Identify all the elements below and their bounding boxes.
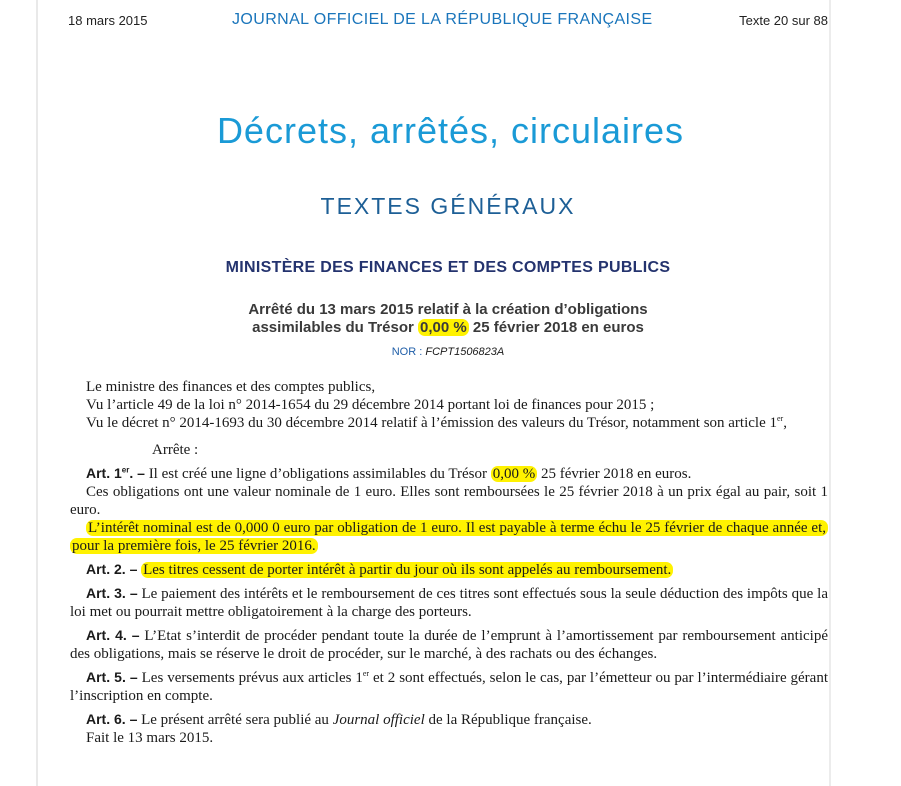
article-6-label: Art. 6. – (86, 711, 138, 727)
arrete-line: Arrête : (152, 442, 199, 458)
article-3 (70, 584, 828, 621)
arrete-title-line1: Arrêté du 13 mars 2015 relatif à la création d’obligations (248, 301, 648, 318)
arrete-title-line2-post: 25 février 2018 en euros (468, 319, 644, 336)
highlighted-article-2-text: Les titres cessent de porter intérêt à partir du jour où ils sont appelés au remboursement. (143, 562, 672, 578)
visa-decret-sup: er (777, 414, 784, 423)
highlighted-rate-art1: 0,00 % (492, 466, 536, 482)
visa-decret (70, 414, 828, 432)
article-1-label-sup: er (121, 465, 130, 475)
document-body (70, 378, 828, 747)
article-5-text: Les versements prévus aux articles 1 (137, 670, 363, 686)
nor-reference (0, 346, 896, 358)
article-4-text: L’Etat s’interdit de procéder pendant toute la durée de l’emprunt à l’amortissement par remboursement anticipé des obligations, mais se réserve le droit de procéder, sur le marché, à des rachats ou des échanges. (70, 628, 828, 662)
article-1 (70, 464, 828, 483)
highlighted-interest-text: L’intérêt nominal est de 0,000 0 euro par obligation de 1 euro. Il est payable à terme échu le 25 février de chaque année et, pour la première fois, le 25 février 2016. (72, 520, 826, 554)
visa-loi: Vu l’article 49 de la loi n° 2014-1654 du 29 décembre 2014 portant loi de finances pour 2015 ; (86, 397, 655, 413)
visa-decret-end: , (783, 415, 787, 431)
article-5-sup: er (362, 669, 370, 678)
header-date: 18 mars 2015 (68, 13, 148, 28)
nor-label: NOR : (391, 346, 423, 358)
article-6-text: Le présent arrêté sera publié au (137, 712, 333, 728)
highlighted-rate: 0,00 % (420, 319, 467, 336)
article-6-text-end: de la République française. (424, 712, 592, 728)
article-1-text: Il est créé une ligne d’obligations assimilables du Trésor (144, 466, 491, 482)
signature-date: Fait le 13 mars 2015. (86, 730, 214, 746)
header-journal-title: JOURNAL OFFICIEL DE LA RÉPUBLIQUE FRANÇAISE (232, 11, 653, 28)
article-6-journal-italic: Journal officiel (332, 712, 425, 728)
article-1-label-text: Art. 1 (86, 465, 122, 481)
arrete-title-line2 (0, 319, 896, 337)
minister-line: Le ministre des finances et des comptes publics, (86, 379, 376, 395)
article-5 (70, 668, 828, 705)
article-1-text-end: 25 février 2018 en euros. (537, 466, 692, 482)
article-6 (70, 710, 828, 729)
article-1-para-3 (70, 519, 828, 555)
arrete-title (0, 301, 896, 337)
article-2-label: Art. 2. – (86, 561, 138, 577)
article-3-label: Art. 3. – (86, 585, 138, 601)
section-title: TEXTES GÉNÉRAUX (320, 193, 576, 219)
article-1-label (86, 465, 145, 481)
header-text-counter: Texte 20 sur 88 (739, 13, 828, 28)
article-5-label: Art. 5. – (86, 669, 138, 685)
article-1-para-2: Ces obligations ont une valeur nominale de 1 euro. Elles sont remboursées le 25 février 2018 à un prix égal au pair, soit 1 euro. (70, 484, 828, 518)
page-header (68, 13, 828, 33)
article-2 (70, 560, 828, 579)
nor-code: FCPT1506823A (425, 346, 505, 358)
article-4-label: Art. 4. – (86, 627, 140, 643)
article-3-text: Le paiement des intérêts et le remboursement de ces titres sont effectués sous la seule déduction des impôts que la loi met ou pourrait mettre obligatoirement à la charge des porteurs. (70, 586, 828, 620)
arrete-title-line2-pre: assimilables du Trésor (252, 319, 419, 336)
article-5-text-end: et 2 sont effectués, selon le cas, par l’émetteur ou par l’intermédiaire gérant l’inscription en compte. (70, 670, 828, 704)
article-4 (70, 626, 828, 663)
rubric-title: Décrets, arrêtés, circulaires (216, 110, 685, 151)
article-1-label-dash: . – (129, 465, 145, 481)
ministry-title: MINISTÈRE DES FINANCES ET DES COMPTES PUBLICS (225, 259, 671, 276)
visa-decret-text: Vu le décret n° 2014-1693 du 30 décembre 2014 relatif à l’émission des valeurs du Trésor, notamment son article 1 (86, 415, 777, 431)
